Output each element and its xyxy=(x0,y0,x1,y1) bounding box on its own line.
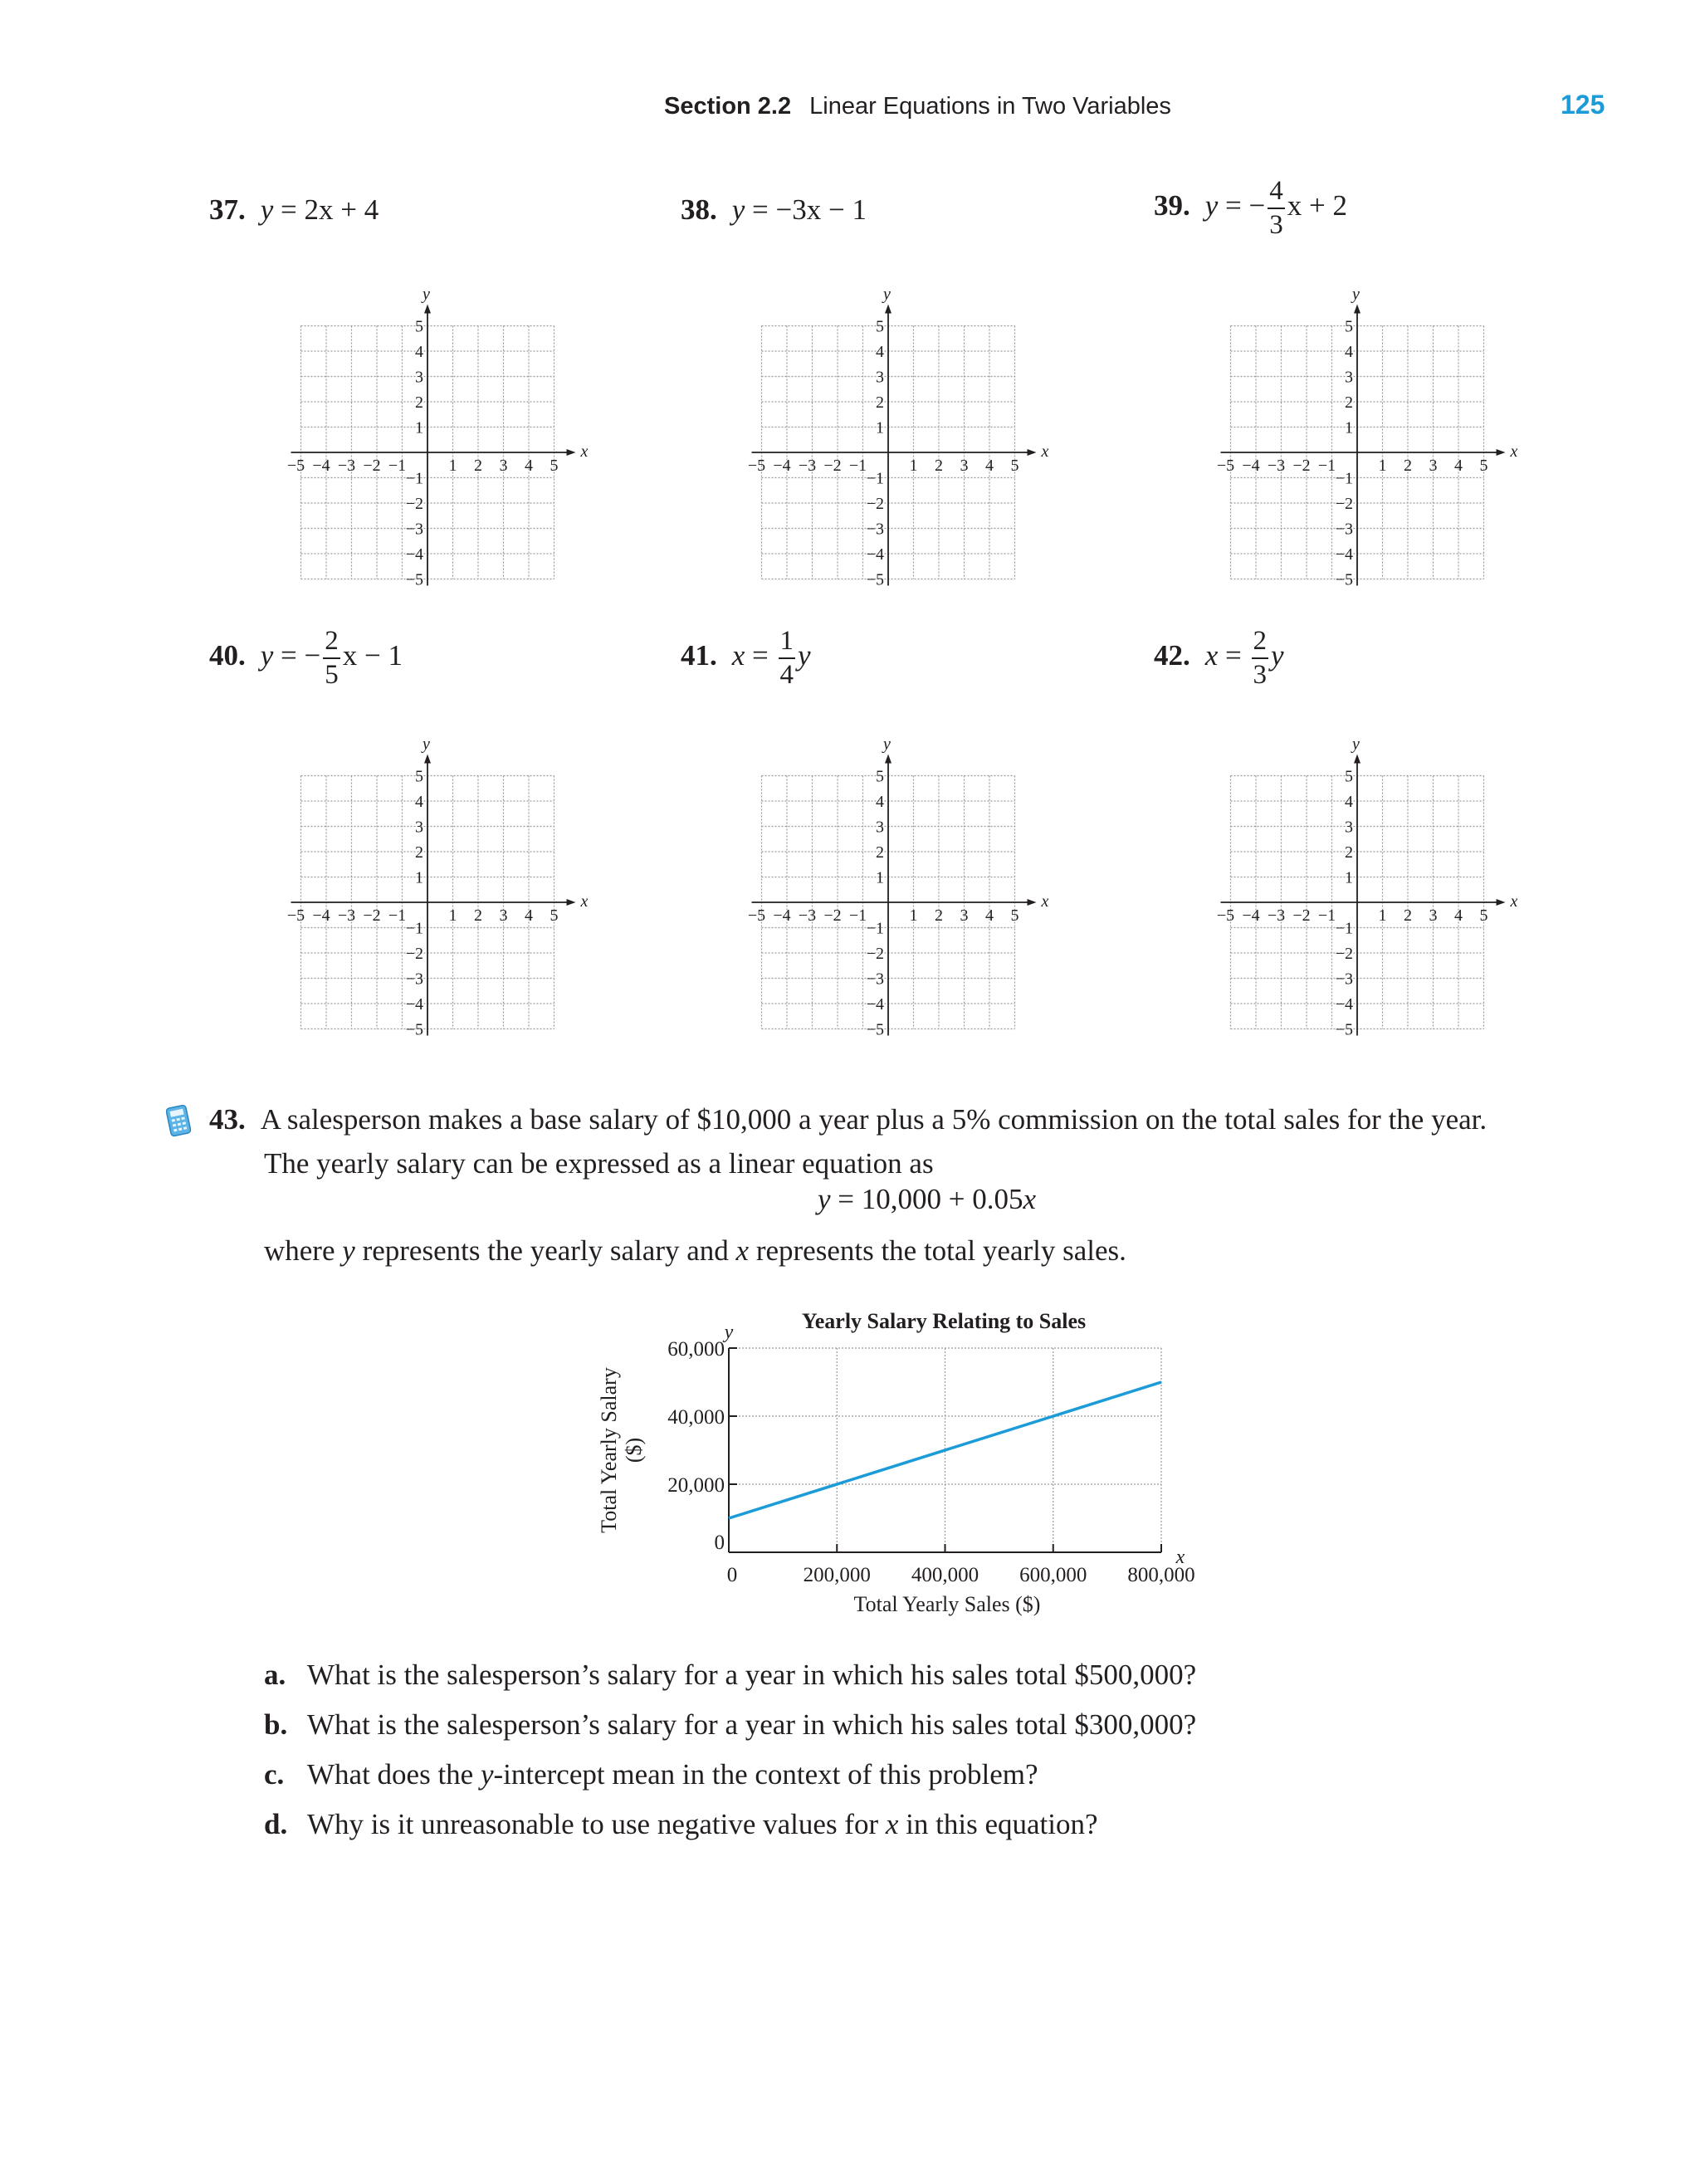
y-axis-arrow xyxy=(424,755,431,764)
y-tick-label: −2 xyxy=(866,945,884,963)
y-axis-arrow xyxy=(885,755,892,764)
problem-number: 38. xyxy=(681,193,717,226)
x-tick-label: −1 xyxy=(1317,457,1336,475)
denominator: 5 xyxy=(325,660,339,690)
question-label: c. xyxy=(264,1758,285,1791)
x-tick-label: −5 xyxy=(747,457,766,475)
y-tick-label: 5 xyxy=(415,317,423,336)
y-var-label: y xyxy=(724,1322,734,1343)
question-text: Why is it unreasonable to use negative values for xyxy=(307,1808,886,1840)
y-tick-label: −1 xyxy=(405,469,423,488)
section-label: Section 2.2 xyxy=(664,93,792,120)
problem-40 xyxy=(209,628,403,689)
equation-lhs: x xyxy=(1204,639,1219,672)
x-axis-label: x xyxy=(1041,442,1049,461)
x-tick-label: 4 xyxy=(525,906,533,925)
equation-lhs: y xyxy=(731,193,745,226)
x-tick-label: −4 xyxy=(1242,906,1260,925)
y-tick-label: −4 xyxy=(405,545,423,564)
y-axis-arrow xyxy=(424,305,431,314)
x-tick-label: 2 xyxy=(935,457,943,475)
x-axis-arrow xyxy=(567,899,576,906)
grid-svg xyxy=(1212,285,1518,618)
x-tick-label: 4 xyxy=(985,906,994,925)
x-tick-label: −3 xyxy=(1267,457,1286,475)
problem-43-line-1: A salesperson makes a base salary of $10,000 a year plus a 5% commission on the total sales for the year. xyxy=(260,1103,1488,1136)
y-axis-arrow xyxy=(1354,305,1360,314)
question-label: a. xyxy=(264,1659,286,1691)
x-tick-label: −1 xyxy=(848,457,867,475)
problem-number: 41. xyxy=(681,639,717,672)
sign: − xyxy=(1248,189,1266,222)
y-axis-arrow xyxy=(885,305,892,314)
y-tick-label: 3 xyxy=(1345,818,1353,837)
y-tick-label: −3 xyxy=(866,520,884,539)
y-tick-label: −3 xyxy=(1335,520,1353,539)
y-tick-label: −5 xyxy=(405,570,423,589)
y-tick-label: 5 xyxy=(1345,767,1353,786)
calculator-icon xyxy=(166,1104,191,1137)
equation-tail: x + 2 xyxy=(1287,189,1348,222)
equals-sign: = xyxy=(1225,189,1242,222)
question-c xyxy=(264,1758,1038,1791)
x-tick-label: −3 xyxy=(798,906,817,925)
x-tick-label: −2 xyxy=(363,457,381,475)
y-axis-arrow xyxy=(1354,755,1360,764)
y-tick-label: 5 xyxy=(876,767,884,786)
y-tick-label: −1 xyxy=(1335,469,1353,488)
x-tick-label: 800,000 xyxy=(1127,1564,1195,1586)
y-tick-label: 2 xyxy=(876,393,884,412)
y-tick-label: −1 xyxy=(866,469,884,488)
equation-lhs: y xyxy=(1204,189,1219,222)
problem-43-text xyxy=(209,1098,1487,1185)
y-tick-label: −3 xyxy=(405,520,423,539)
y-axis-label: y xyxy=(1352,735,1360,754)
x-tick-label: 5 xyxy=(1479,906,1488,925)
question-label: d. xyxy=(264,1808,288,1840)
x-tick-label: −4 xyxy=(1242,457,1260,475)
problem-number: 39. xyxy=(1154,189,1190,222)
sign: − xyxy=(304,639,321,672)
x-tick-label: 2 xyxy=(474,457,482,475)
denominator: 3 xyxy=(1253,660,1268,690)
x-tick-label: 5 xyxy=(550,457,559,475)
x-axis-arrow xyxy=(1497,899,1506,906)
x-tick-label: −3 xyxy=(337,457,356,475)
x-tick-label: −2 xyxy=(1292,906,1311,925)
x-tick-label: 2 xyxy=(1404,906,1412,925)
equals-sign: = xyxy=(752,193,769,226)
x-axis-title: Total Yearly Sales ($) xyxy=(853,1592,1041,1616)
y-tick-label: −3 xyxy=(1335,970,1353,989)
problem-number: 43. xyxy=(209,1103,246,1136)
y-tick-label: 1 xyxy=(1345,418,1353,437)
problem-39 xyxy=(1154,178,1347,239)
x-tick-label: 1 xyxy=(448,457,457,475)
problem-number: 37. xyxy=(209,193,246,226)
x-tick-label: −1 xyxy=(388,457,407,475)
problem-37 xyxy=(209,193,379,227)
y-tick-label: 3 xyxy=(1345,368,1353,387)
y-tick-label: 3 xyxy=(876,368,884,387)
page-number: 125 xyxy=(1561,90,1605,120)
y-axis-label: y xyxy=(883,735,891,754)
y-tick-label: −5 xyxy=(1335,1020,1353,1039)
question-text: What is the salesperson’s salary for a year in which his sales total $500,000? xyxy=(307,1659,1197,1691)
equation-tail: x − 1 xyxy=(342,639,403,672)
where-text: where xyxy=(264,1234,343,1267)
equation-tail: y xyxy=(1271,639,1284,672)
y-tick-label: 4 xyxy=(876,793,884,811)
x-tick-label: 0 xyxy=(726,1564,738,1586)
y-axis-label: y xyxy=(1352,285,1360,304)
y-tick-label: −4 xyxy=(1335,995,1353,1014)
y-tick-label: −2 xyxy=(1335,495,1353,513)
y-tick-label: 5 xyxy=(876,317,884,336)
y-axis-title xyxy=(597,1367,646,1533)
y-tick-label: −2 xyxy=(866,495,884,513)
x-tick-label: 1 xyxy=(909,457,918,475)
equation-lhs: x xyxy=(731,639,745,672)
y-tick-label: 1 xyxy=(876,868,884,887)
y-axis-label: y xyxy=(883,285,891,304)
x-tick-label: −5 xyxy=(286,906,305,925)
y-tick-label: 4 xyxy=(876,343,884,361)
y-tick-label: −4 xyxy=(866,995,884,1014)
coordinate-grid-42 xyxy=(1212,735,1518,1068)
denominator: 4 xyxy=(779,660,794,690)
x-tick-label: 400,000 xyxy=(911,1564,979,1586)
x-tick-label: −4 xyxy=(773,906,791,925)
x-tick-label: 3 xyxy=(499,906,508,925)
x-tick-label: −1 xyxy=(388,906,407,925)
numerator: 4 xyxy=(1268,178,1285,209)
equals-sign: = xyxy=(281,193,297,226)
problem-number: 40. xyxy=(209,639,246,672)
question-text: What is the salesperson’s salary for a year in which his sales total $300,000? xyxy=(307,1708,1197,1741)
x-tick-label: 1 xyxy=(448,906,457,925)
chart-title: Yearly Salary Relating to Sales xyxy=(801,1309,1087,1333)
y-tick-label: −3 xyxy=(866,970,884,989)
y-tick-label: −1 xyxy=(405,919,423,938)
y-tick-label: 4 xyxy=(415,343,423,361)
x-tick-label: 5 xyxy=(1010,906,1019,925)
equation-lhs: y xyxy=(260,193,274,226)
question-var: x xyxy=(885,1808,899,1840)
y-tick-label: 20,000 xyxy=(667,1474,725,1497)
y-tick-label: 3 xyxy=(415,818,423,837)
variable-definitions xyxy=(264,1234,1126,1268)
x-tick-label: −5 xyxy=(1216,457,1235,475)
y-tick-label: 0 xyxy=(714,1532,725,1554)
x-tick-label: −2 xyxy=(823,457,842,475)
x-tick-label: 2 xyxy=(1404,457,1412,475)
y-tick-label: −4 xyxy=(1335,545,1353,564)
x-tick-label: −3 xyxy=(798,457,817,475)
x-tick-label: 5 xyxy=(550,906,559,925)
x-tick-label: 1 xyxy=(1378,906,1387,925)
y-tick-label: 3 xyxy=(415,368,423,387)
coordinate-grid-38 xyxy=(743,285,1049,618)
question-a xyxy=(264,1659,1196,1692)
x-tick-label: 3 xyxy=(960,906,969,925)
x-tick-label: −1 xyxy=(848,906,867,925)
fraction xyxy=(323,628,340,689)
y-tick-label: 1 xyxy=(415,868,423,887)
problem-43-line-2: The yearly salary can be expressed as a linear equation as xyxy=(264,1146,934,1180)
question-label: b. xyxy=(264,1708,288,1741)
denominator: 3 xyxy=(1269,210,1283,240)
y-tick-label: −2 xyxy=(405,495,423,513)
x-tick-label: 200,000 xyxy=(803,1564,871,1586)
numerator: 1 xyxy=(779,628,796,659)
x-tick-label: 5 xyxy=(1010,457,1019,475)
salary-chart-svg xyxy=(581,1303,1212,1635)
var-x: x xyxy=(735,1234,750,1267)
numerator: 2 xyxy=(1252,628,1269,659)
y-tick-label: 40,000 xyxy=(667,1406,725,1429)
y-tick-label: 1 xyxy=(1345,868,1353,887)
x-axis-arrow xyxy=(1028,449,1037,456)
equals-sign: = xyxy=(1225,639,1242,672)
y-tick-label: −5 xyxy=(866,570,884,589)
x-tick-label: 5 xyxy=(1479,457,1488,475)
coordinate-grid-37 xyxy=(282,285,589,618)
x-axis-label: x xyxy=(1510,442,1518,461)
y-tick-label: 1 xyxy=(415,418,423,437)
x-tick-label: 3 xyxy=(1429,457,1438,475)
question-b xyxy=(264,1708,1196,1742)
x-tick-label: −3 xyxy=(337,906,356,925)
x-tick-label: 4 xyxy=(525,457,533,475)
y-tick-label: 2 xyxy=(876,843,884,862)
grid-svg xyxy=(282,285,589,618)
fraction xyxy=(779,628,796,689)
x-tick-label: 600,000 xyxy=(1019,1564,1087,1586)
x-tick-label: 3 xyxy=(499,457,508,475)
question-text: What does the xyxy=(307,1758,481,1791)
salary-chart xyxy=(581,1303,1212,1635)
coordinate-grid-40 xyxy=(282,735,589,1068)
y-tick-label: 2 xyxy=(415,843,423,862)
x-tick-label: 4 xyxy=(1454,457,1463,475)
x-tick-label: 3 xyxy=(960,457,969,475)
y-tick-label: 4 xyxy=(1345,343,1353,361)
x-axis-label: x xyxy=(580,892,589,911)
y-tick-label: 5 xyxy=(415,767,423,786)
x-axis-arrow xyxy=(1028,899,1037,906)
x-tick-label: 4 xyxy=(1454,906,1463,925)
salary-equation: y = 10,000 + 0.05x xyxy=(818,1183,1037,1215)
equals-sign: = xyxy=(281,639,297,672)
x-axis-label: x xyxy=(1041,892,1049,911)
x-axis-arrow xyxy=(567,449,576,456)
running-header xyxy=(664,93,1171,120)
y-tick-label: 2 xyxy=(1345,393,1353,412)
fraction xyxy=(1268,178,1285,239)
fraction xyxy=(1252,628,1269,689)
x-tick-label: 1 xyxy=(1378,457,1387,475)
y-tick-label: −5 xyxy=(866,1020,884,1039)
y-tick-label: −2 xyxy=(405,945,423,963)
y-tick-label: −1 xyxy=(866,919,884,938)
question-d xyxy=(264,1808,1098,1841)
x-tick-label: −4 xyxy=(773,457,791,475)
x-axis-label: x xyxy=(580,442,589,461)
y-tick-label: −4 xyxy=(866,545,884,564)
grid-svg xyxy=(1212,735,1518,1068)
y-tick-label: 4 xyxy=(415,793,423,811)
y-tick-label: 5 xyxy=(1345,317,1353,336)
x-tick-label: −2 xyxy=(1292,457,1311,475)
problem-41 xyxy=(681,628,811,689)
y-tick-label: 60,000 xyxy=(667,1338,725,1361)
y-tick-label: −3 xyxy=(405,970,423,989)
numerator: 2 xyxy=(323,628,340,659)
y-tick-label: 3 xyxy=(876,818,884,837)
x-tick-label: 4 xyxy=(985,457,994,475)
y-axis-label: y xyxy=(423,285,430,304)
coordinate-grid-39 xyxy=(1212,285,1518,618)
problem-number: 42. xyxy=(1154,639,1190,672)
x-axis-arrow xyxy=(1497,449,1506,456)
x-var-label: x xyxy=(1175,1546,1185,1568)
x-tick-label: −1 xyxy=(1317,906,1336,925)
x-tick-label: −2 xyxy=(823,906,842,925)
y-tick-label: −1 xyxy=(1335,919,1353,938)
question-text: -intercept mean in the context of this problem? xyxy=(493,1758,1038,1791)
equation-rhs: 2x + 4 xyxy=(304,193,379,226)
var-y: y xyxy=(342,1234,355,1267)
grid-svg xyxy=(743,285,1049,618)
coordinate-grid-41 xyxy=(743,735,1049,1068)
x-tick-label: −5 xyxy=(286,457,305,475)
y-tick-label: −5 xyxy=(405,1020,423,1039)
y-axis-title-line: ($) xyxy=(622,1437,646,1463)
x-tick-label: 2 xyxy=(474,906,482,925)
where-text: represents the yearly salary and xyxy=(354,1234,736,1267)
question-var: y xyxy=(480,1758,494,1791)
x-tick-label: −3 xyxy=(1267,906,1286,925)
x-tick-label: −4 xyxy=(312,457,330,475)
x-tick-label: −5 xyxy=(1216,906,1235,925)
x-tick-label: −4 xyxy=(312,906,330,925)
problem-38 xyxy=(681,193,867,227)
x-tick-label: 2 xyxy=(935,906,943,925)
equation-rhs: −3x − 1 xyxy=(775,193,867,226)
y-tick-label: −4 xyxy=(405,995,423,1014)
equation-tail: y xyxy=(798,639,811,672)
y-tick-label: 2 xyxy=(415,393,423,412)
x-tick-label: −5 xyxy=(747,906,766,925)
y-tick-label: 4 xyxy=(1345,793,1353,811)
y-tick-label: −2 xyxy=(1335,945,1353,963)
x-tick-label: −2 xyxy=(363,906,381,925)
y-tick-label: 1 xyxy=(876,418,884,437)
grid-svg xyxy=(282,735,589,1068)
x-tick-label: 3 xyxy=(1429,906,1438,925)
problem-42 xyxy=(1154,628,1284,689)
grid-svg xyxy=(743,735,1049,1068)
x-axis-label: x xyxy=(1510,892,1518,911)
y-tick-label: 2 xyxy=(1345,843,1353,862)
section-title: Linear Equations in Two Variables xyxy=(809,93,1171,120)
equation-lhs: y xyxy=(260,639,274,672)
y-tick-label: −5 xyxy=(1335,570,1353,589)
question-text: in this equation? xyxy=(898,1808,1098,1840)
equals-sign: = xyxy=(752,639,769,672)
x-tick-label: 1 xyxy=(909,906,918,925)
y-axis-title-line: Total Yearly Salary xyxy=(597,1367,621,1533)
y-axis-label: y xyxy=(423,735,430,754)
where-text: represents the total yearly sales. xyxy=(749,1234,1126,1267)
